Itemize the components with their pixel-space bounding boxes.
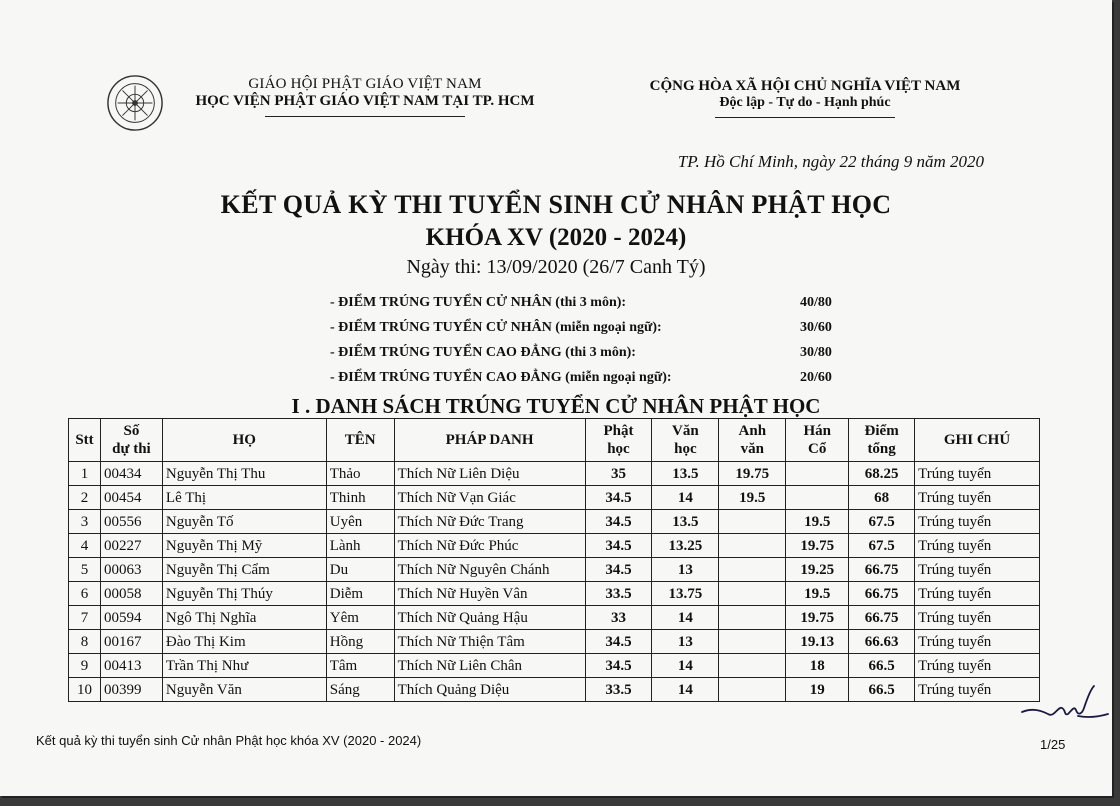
cell-phat-hoc: 34.5 (585, 558, 652, 582)
cell-anh-van (719, 510, 786, 534)
page-footer: Kết quả kỳ thi tuyển sinh Cử nhân Phật học khóa XV (2020 - 2024) (36, 733, 422, 748)
cutoff-value: 20/60 (800, 370, 832, 385)
cell-van-hoc: 13 (652, 630, 719, 654)
handwritten-signature-icon (1018, 684, 1110, 724)
cutoff-label: - ĐIỂM TRÚNG TUYỂN CỬ NHÂN (miễn ngoại ngữ): (330, 320, 662, 335)
cell-van-hoc: 14 (652, 654, 719, 678)
col-header-so-du-thi: Số dự thi (100, 419, 162, 462)
cell-van-hoc: 14 (652, 486, 719, 510)
cell-phat-hoc: 34.5 (585, 510, 652, 534)
section-title: I . DANH SÁCH TRÚNG TUYỂN CỬ NHÂN PHẬT HỌC (291, 394, 821, 418)
cell-anh-van (719, 606, 786, 630)
table-row (69, 534, 1040, 558)
cutoff-row (330, 290, 850, 315)
cell-anh-van: 19.75 (719, 462, 786, 486)
cell-phap-danh: Thích Nữ Quảng Hậu (394, 606, 585, 630)
cell-ten: Sáng (326, 678, 394, 702)
cell-han-co: 19.5 (786, 510, 849, 534)
cell-ghi-chu: Trúng tuyển (915, 462, 1040, 486)
cell-ho: Trần Thị Như (162, 654, 326, 678)
col-header-ten: TÊN (326, 419, 394, 462)
cell-ho: Nguyễn Thị Thu (162, 462, 326, 486)
cell-diem-tong: 66.5 (849, 678, 915, 702)
cell-han-co: 19.25 (786, 558, 849, 582)
cell-ten: Lành (326, 534, 394, 558)
table-row (69, 630, 1040, 654)
cell-ho: Lê Thị (162, 486, 326, 510)
cell-han-co (786, 486, 849, 510)
cell-phat-hoc: 33.5 (585, 678, 652, 702)
cutoff-label: - ĐIỂM TRÚNG TUYỂN CAO ĐẲNG (thi 3 môn): (330, 345, 636, 360)
page-number: 1/25 (1040, 737, 1066, 752)
organization-header (180, 76, 550, 117)
cell-van-hoc: 13.5 (652, 462, 719, 486)
cell-so-du-thi: 00413 (100, 654, 162, 678)
cell-anh-van (719, 654, 786, 678)
org-parent-name: GIÁO HỘI PHẬT GIÁO VIỆT NAM (248, 76, 482, 92)
cell-ghi-chu: Trúng tuyển (915, 534, 1040, 558)
table-row (69, 510, 1040, 534)
cell-phap-danh: Thích Nữ Đức Trang (394, 510, 585, 534)
cell-ghi-chu: Trúng tuyển (915, 678, 1040, 702)
buddhist-academy-seal-icon (106, 74, 164, 132)
cell-han-co: 18 (786, 654, 849, 678)
cell-phap-danh: Thích Nữ Thiện Tâm (394, 630, 585, 654)
table-row (69, 678, 1040, 702)
exam-date: Ngày thi: 13/09/2020 (26/7 Canh Tý) (406, 256, 706, 278)
table-row (69, 558, 1040, 582)
cell-ho: Nguyễn Văn (162, 678, 326, 702)
cell-phap-danh: Thích Nữ Vạn Giác (394, 486, 585, 510)
table-row (69, 654, 1040, 678)
cell-han-co: 19.13 (786, 630, 849, 654)
cell-ho: Nguyễn Thị Mỹ (162, 534, 326, 558)
cutoff-value: 40/80 (800, 295, 832, 310)
cell-diem-tong: 66.75 (849, 558, 915, 582)
org-name: HỌC VIỆN PHẬT GIÁO VIỆT NAM TẠI TP. HCM (195, 93, 535, 109)
cell-diem-tong: 66.5 (849, 654, 915, 678)
table-row (69, 606, 1040, 630)
cutoff-value: 30/60 (800, 320, 832, 335)
table-header-row (69, 419, 1040, 462)
cell-ten: Uyên (326, 510, 394, 534)
cell-so-du-thi: 00063 (100, 558, 162, 582)
cell-ghi-chu: Trúng tuyển (915, 558, 1040, 582)
cell-stt: 7 (69, 606, 101, 630)
col-header-diem-tong: Điểm tổng (849, 419, 915, 462)
table-row (69, 462, 1040, 486)
cell-han-co: 19.75 (786, 534, 849, 558)
cell-diem-tong: 67.5 (849, 534, 915, 558)
cell-ten: Du (326, 558, 394, 582)
cell-phat-hoc: 34.5 (585, 486, 652, 510)
cell-so-du-thi: 00058 (100, 582, 162, 606)
cell-stt: 8 (69, 630, 101, 654)
cell-anh-van (719, 678, 786, 702)
header-divider (265, 116, 465, 117)
cell-phat-hoc: 33.5 (585, 582, 652, 606)
admission-results-table (68, 418, 1040, 702)
cell-so-du-thi: 00399 (100, 678, 162, 702)
cell-diem-tong: 66.63 (849, 630, 915, 654)
cell-phat-hoc: 35 (585, 462, 652, 486)
cell-diem-tong: 68 (849, 486, 915, 510)
col-header-anh-van: Anh văn (719, 419, 786, 462)
cell-phap-danh: Thích Nữ Liên Chân (394, 654, 585, 678)
country-name: CỘNG HÒA XÃ HỘI CHỦ NGHĨA VIỆT NAM (649, 78, 961, 94)
cell-ten: Thảo (326, 462, 394, 486)
cell-anh-van (719, 558, 786, 582)
cell-phap-danh: Thích Nữ Liên Diệu (394, 462, 585, 486)
cell-stt: 2 (69, 486, 101, 510)
cell-stt: 10 (69, 678, 101, 702)
cell-han-co: 19 (786, 678, 849, 702)
cell-diem-tong: 66.75 (849, 606, 915, 630)
cell-ten: Thinh (326, 486, 394, 510)
cell-stt: 3 (69, 510, 101, 534)
cell-so-du-thi: 00434 (100, 462, 162, 486)
cell-ghi-chu: Trúng tuyển (915, 582, 1040, 606)
cell-van-hoc: 13 (652, 558, 719, 582)
cell-ho: Nguyễn Tố (162, 510, 326, 534)
motto-divider (715, 117, 895, 118)
document-subtitle: KHÓA XV (2020 - 2024) (425, 224, 687, 251)
cell-stt: 4 (69, 534, 101, 558)
cell-so-du-thi: 00227 (100, 534, 162, 558)
cell-stt: 5 (69, 558, 101, 582)
cell-ten: Hồng (326, 630, 394, 654)
table-row (69, 582, 1040, 606)
cell-ghi-chu: Trúng tuyển (915, 654, 1040, 678)
col-header-ghi-chu: GHI CHÚ (915, 419, 1040, 462)
cell-so-du-thi: 00594 (100, 606, 162, 630)
cell-phap-danh: Thích Nữ Huyền Vân (394, 582, 585, 606)
national-motto: Độc lập - Tự do - Hạnh phúc (719, 95, 891, 110)
cell-ghi-chu: Trúng tuyển (915, 630, 1040, 654)
cell-ghi-chu: Trúng tuyển (915, 486, 1040, 510)
col-header-stt: Stt (69, 419, 101, 462)
cell-anh-van: 19.5 (719, 486, 786, 510)
cell-so-du-thi: 00167 (100, 630, 162, 654)
cutoff-row (330, 365, 850, 390)
cell-ho: Nguyễn Thị Thúy (162, 582, 326, 606)
cell-diem-tong: 67.5 (849, 510, 915, 534)
cutoff-value: 30/80 (800, 345, 832, 360)
cell-phat-hoc: 34.5 (585, 534, 652, 558)
cell-anh-van (719, 582, 786, 606)
col-header-phap-danh: PHÁP DANH (394, 419, 585, 462)
cell-van-hoc: 14 (652, 606, 719, 630)
table-row (69, 486, 1040, 510)
cell-anh-van (719, 630, 786, 654)
document-title: KẾT QUẢ KỲ THI TUYỂN SINH CỬ NHÂN PHẬT HỌC (220, 190, 892, 219)
cell-so-du-thi: 00454 (100, 486, 162, 510)
cell-diem-tong: 68.25 (849, 462, 915, 486)
cell-van-hoc: 13.75 (652, 582, 719, 606)
cell-ten: Tâm (326, 654, 394, 678)
cutoff-scores (330, 290, 850, 390)
cell-so-du-thi: 00556 (100, 510, 162, 534)
cutoff-label: - ĐIỂM TRÚNG TUYỂN CỬ NHÂN (thi 3 môn): (330, 295, 627, 310)
issue-date: TP. Hồ Chí Minh, ngày 22 tháng 9 năm 2020 (677, 152, 984, 171)
cell-phap-danh: Thích Quảng Diệu (394, 678, 585, 702)
cell-ho: Ngô Thị Nghĩa (162, 606, 326, 630)
cell-stt: 9 (69, 654, 101, 678)
cell-ten: Yêm (326, 606, 394, 630)
cutoff-row (330, 315, 850, 340)
cell-ghi-chu: Trúng tuyển (915, 606, 1040, 630)
cell-phat-hoc: 34.5 (585, 654, 652, 678)
cell-han-co: 19.5 (786, 582, 849, 606)
cell-ho: Nguyễn Thị Cẩm (162, 558, 326, 582)
cell-phap-danh: Thích Nữ Đức Phúc (394, 534, 585, 558)
cutoff-label: - ĐIỂM TRÚNG TUYỂN CAO ĐẲNG (miễn ngoại ngữ): (330, 370, 672, 385)
col-header-han-co: Hán Cổ (786, 419, 849, 462)
cell-stt: 6 (69, 582, 101, 606)
cell-ho: Đào Thị Kim (162, 630, 326, 654)
cell-ten: Diễm (326, 582, 394, 606)
cell-phat-hoc: 33 (585, 606, 652, 630)
cell-van-hoc: 13.25 (652, 534, 719, 558)
col-header-van-hoc: Văn học (652, 419, 719, 462)
cutoff-row (330, 340, 850, 365)
cell-han-co: 19.75 (786, 606, 849, 630)
cell-diem-tong: 66.75 (849, 582, 915, 606)
cell-phap-danh: Thích Nữ Nguyên Chánh (394, 558, 585, 582)
cell-ghi-chu: Trúng tuyển (915, 510, 1040, 534)
cell-phat-hoc: 34.5 (585, 630, 652, 654)
cell-anh-van (719, 534, 786, 558)
cell-van-hoc: 14 (652, 678, 719, 702)
cell-stt: 1 (69, 462, 101, 486)
cell-han-co (786, 462, 849, 486)
col-header-phat-hoc: Phật học (585, 419, 652, 462)
cell-van-hoc: 13.5 (652, 510, 719, 534)
col-header-ho: HỌ (162, 419, 326, 462)
national-header (620, 78, 990, 118)
